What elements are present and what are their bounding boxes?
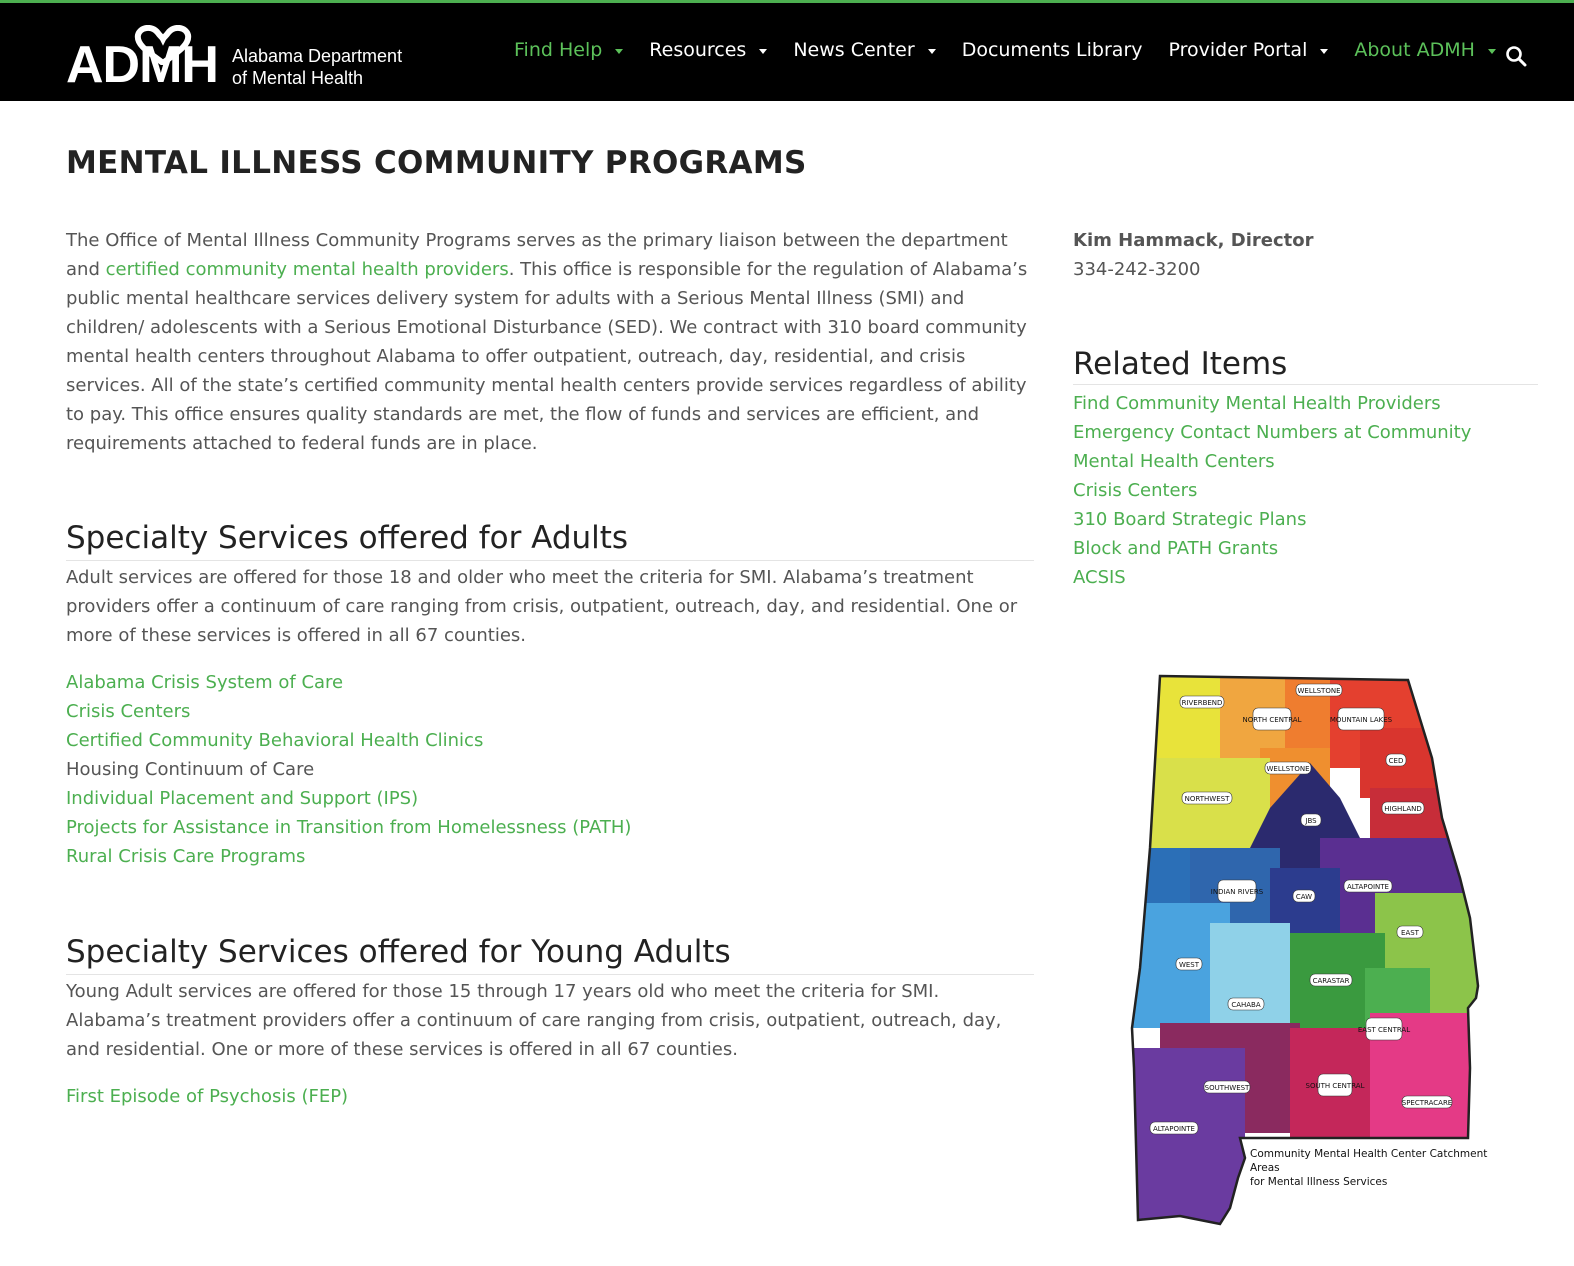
svg-text:WELLSTONE: WELLSTONE: [1266, 765, 1310, 773]
svg-text:EAST CENTRAL: EAST CENTRAL: [1357, 1026, 1411, 1034]
nav-about-admh[interactable]: About ADMH: [1354, 39, 1496, 61]
svg-text:NORTH CENTRAL: NORTH CENTRAL: [1242, 716, 1302, 724]
intro-paragraph: The Office of Mental Illness Community Programs serves as the primary liaison between the department and certified community mental health providers. This office is responsible for the regulation of Alabama’s public mental healthcare services delivery system for adults with a Serious Mental Illness (SMI) and children/ adolescents with a Serious Emotional Disturbance (SED). We contract with 310 board community mental health centers throughout Alabama to offer outpatient, outreach, day, residential, and crisis services. All of the state’s certified community mental health centers provide services regardless of ability to pay. This office ensures quality standards are met, the flow of funds and services are efficient, and requirements attached to federal funds are in place.: [66, 230, 1028, 454]
adults-link-list: [66, 668, 1034, 871]
crisis-centers-link[interactable]: Crisis Centers: [66, 701, 191, 722]
map-label-cahaba: [1228, 998, 1264, 1010]
svg-text:NORTHWEST: NORTHWEST: [1184, 795, 1230, 803]
young-adults-link-list: [66, 1082, 1034, 1111]
admh-logo[interactable]: [66, 21, 403, 94]
map-label-wellstone-north: [1296, 684, 1342, 696]
svg-text:INDIAN RIVERS: INDIAN RIVERS: [1210, 888, 1264, 896]
svg-text:WELLSTONE: WELLSTONE: [1297, 687, 1341, 695]
caret-down-icon: [928, 49, 936, 54]
map-label-wellstone: [1265, 762, 1311, 774]
svg-text:RIVERBEND: RIVERBEND: [1181, 699, 1223, 707]
map-label-east: [1397, 926, 1423, 938]
director-phone: 334-242-3200: [1073, 259, 1201, 280]
young-adults-heading: Specialty Services offered for Young Adults: [66, 934, 1034, 975]
svg-text:JBS: JBS: [1305, 817, 1317, 825]
related-acsis-link[interactable]: ACSIS: [1073, 567, 1126, 588]
nav-provider-portal[interactable]: Provider Portal: [1169, 39, 1329, 61]
svg-text:HIGHLAND: HIGHLAND: [1384, 805, 1422, 813]
rural-crisis-care-link[interactable]: Rural Crisis Care Programs: [66, 846, 306, 867]
svg-text:CED: CED: [1388, 757, 1404, 765]
caret-down-icon: [615, 49, 623, 54]
logo-text: Alabama Department of Mental Health: [231, 46, 403, 88]
young-adults-section: [66, 934, 1034, 1111]
search-icon[interactable]: [1505, 45, 1527, 67]
ccbhc-link[interactable]: Certified Community Behavioral Health Clinics: [66, 730, 484, 751]
map-label-altapointe-south: [1150, 1122, 1198, 1134]
related-find-providers-link[interactable]: Find Community Mental Health Providers: [1073, 393, 1441, 414]
certified-providers-link[interactable]: certified community mental health providers: [105, 259, 509, 280]
svg-text:SOUTH CENTRAL: SOUTH CENTRAL: [1305, 1082, 1365, 1090]
director-contact: [1073, 226, 1313, 284]
adults-section: [66, 520, 1034, 871]
svg-text:CARASTAR: CARASTAR: [1312, 977, 1350, 985]
svg-text:CAHABA: CAHABA: [1231, 1001, 1261, 1009]
map-label-west: [1176, 958, 1202, 970]
svg-text:ALTAPOINTE: ALTAPOINTE: [1153, 1125, 1195, 1133]
map-label-carastar: [1310, 974, 1352, 986]
nav-resources[interactable]: Resources: [649, 39, 767, 61]
svg-text:ALTAPOINTE: ALTAPOINTE: [1347, 883, 1389, 891]
map-label-jbs: [1301, 814, 1321, 826]
svg-text:SOUTHWEST: SOUTHWEST: [1204, 1084, 1250, 1092]
svg-text:EAST: EAST: [1401, 929, 1419, 937]
related-crisis-centers-link[interactable]: Crisis Centers: [1073, 480, 1198, 501]
nav-find-help[interactable]: Find Help: [514, 39, 623, 61]
nav-news-center[interactable]: News Center: [793, 39, 935, 61]
logo-mark: ADMH: [66, 39, 218, 91]
page-title: MENTAL ILLNESS COMMUNITY PROGRAMS: [66, 145, 807, 181]
young-adults-description: Young Adult services are offered for those 15 through 17 years old who meet the criteria for SMI. Alabama’s treatment providers offer a continuum of care ranging from crisis, outpatient, outreach, day, and residential. One or more of these services is offered in all 67 counties.: [66, 981, 1002, 1060]
map-label-highland: [1382, 802, 1424, 814]
caret-down-icon: [759, 49, 767, 54]
map-label-spectracare: [1402, 1096, 1452, 1108]
related-items: [1073, 346, 1538, 592]
adults-description: Adult services are offered for those 18 and older who meet the criteria for SMI. Alabama’s treatment providers offer a continuum of care ranging from crisis, outpatient, outreach, day, and residential. One or more of these services is offered in all 67 counties.: [66, 567, 1018, 646]
map-label-indian-rivers: [1211, 880, 1264, 902]
ips-link[interactable]: Individual Placement and Support (IPS): [66, 788, 419, 809]
fep-link[interactable]: First Episode of Psychosis (FEP): [66, 1086, 349, 1107]
map-caption: Community Mental Health Center Catchment Areas for Mental Illness Services: [1250, 1148, 1488, 1188]
map-label-southwest: [1204, 1081, 1250, 1093]
alabama-crisis-system-link[interactable]: Alabama Crisis System of Care: [66, 672, 344, 693]
caret-down-icon: [1320, 49, 1328, 54]
site-header: [0, 0, 1574, 101]
svg-text:WEST: WEST: [1178, 961, 1200, 969]
related-block-path-link[interactable]: Block and PATH Grants: [1073, 538, 1279, 559]
path-link[interactable]: Projects for Assistance in Transition from Homelessness (PATH): [66, 817, 632, 838]
related-items-list: [1073, 389, 1538, 592]
svg-text:CAW: CAW: [1295, 893, 1313, 901]
map-label-altapointe-central: [1344, 880, 1392, 892]
director-name: Kim Hammack, Director: [1073, 230, 1314, 251]
svg-text:SPECTRACARE: SPECTRACARE: [1401, 1099, 1453, 1107]
map-label-mountain-lakes: [1330, 708, 1393, 730]
svg-text:MOUNTAIN LAKES: MOUNTAIN LAKES: [1329, 716, 1393, 724]
map-label-ced: [1386, 754, 1406, 766]
main-nav: [514, 39, 1522, 61]
heart-icon: [132, 25, 194, 65]
caret-down-icon: [1488, 49, 1496, 54]
adults-heading: Specialty Services offered for Adults: [66, 520, 1034, 561]
nav-documents-library[interactable]: Documents Library: [961, 39, 1143, 61]
map-label-northwest: [1182, 792, 1232, 804]
related-310-board-link[interactable]: 310 Board Strategic Plans: [1073, 509, 1307, 530]
related-items-heading: Related Items: [1073, 346, 1538, 385]
map-label-riverbend: [1180, 696, 1224, 708]
housing-continuum-text: Housing Continuum of Care: [66, 759, 315, 780]
map-label-caw: [1293, 890, 1315, 902]
region-ced: [1360, 728, 1470, 798]
related-emergency-numbers-link[interactable]: Emergency Contact Numbers at Community Mental Health Centers: [1073, 422, 1472, 472]
